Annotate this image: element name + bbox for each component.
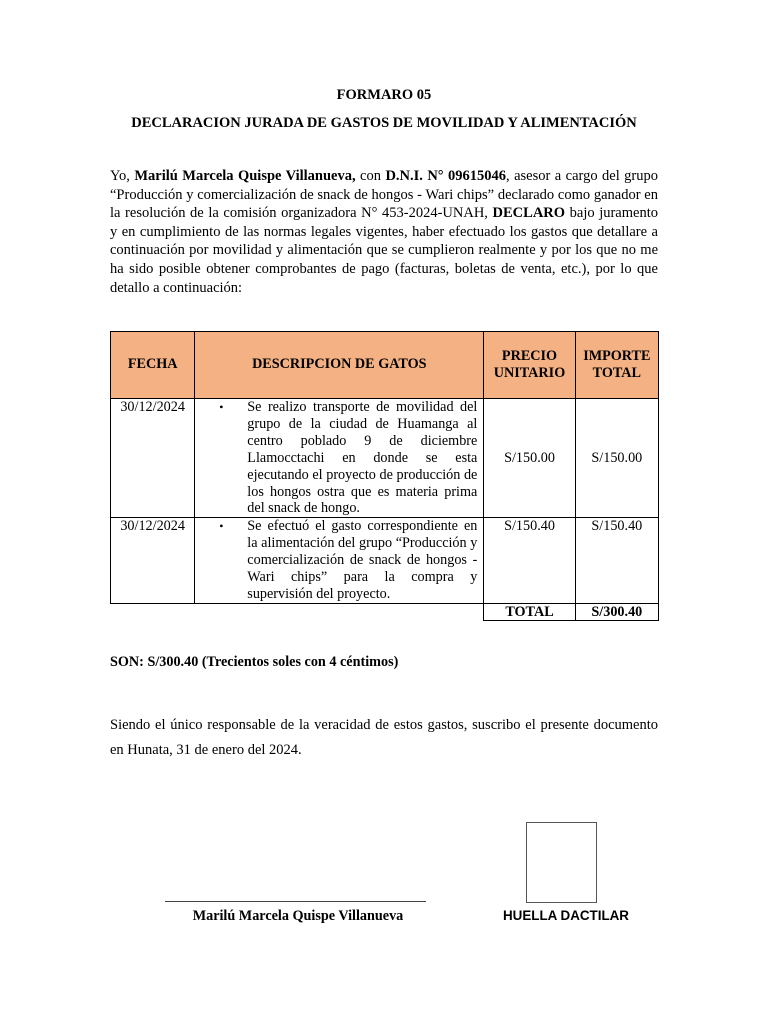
cell-importe: S/150.40 xyxy=(575,518,658,604)
cell-fecha: 30/12/2024 xyxy=(111,518,195,604)
cell-precio: S/150.00 xyxy=(484,399,575,518)
expenses-table xyxy=(110,331,659,621)
dni-number: D.N.I. N° 09615046 xyxy=(385,168,507,184)
intro-text-3: , asesor a cargo del grupo “Producción y comercialización de snack de hongos - Wari chips” declarado como ganador en la resolución de la comisión organizadora N° 453-2024-UNAH, xyxy=(110,168,659,222)
cell-descripcion xyxy=(195,399,484,518)
declaro-word: DECLARO xyxy=(492,205,566,222)
signature-line xyxy=(165,901,426,902)
form-number-title: FORMARO 05 xyxy=(336,87,432,103)
intro-text-2: con xyxy=(355,168,386,184)
empty-cell xyxy=(195,603,484,620)
declarant-name: Marilú Marcela Quispe Villanueva, xyxy=(134,168,356,184)
fingerprint-label: HUELLA DACTILAR xyxy=(503,908,629,923)
cell-fecha: 30/12/2024 xyxy=(111,399,195,518)
table-row xyxy=(111,518,659,604)
bullet-icon: • xyxy=(219,400,224,414)
table-row xyxy=(111,399,659,518)
intro-text-4: bajo juramento y en cumplimiento de las normas legales vigentes, haber efectuado los gastos que detallare a continuación por movilidad y alimentación que se cumplieron realmente y por los que no me ha sido posible obtener comprobantes de pago (facturas, boletas de venta, etc.), por lo que detallo a continuación: xyxy=(110,205,658,296)
header-precio-line1: PRECIO xyxy=(501,347,558,364)
header-precio-unitario xyxy=(484,332,575,399)
header-importe-total xyxy=(575,332,658,399)
intro-text-1: Yo, xyxy=(110,168,135,184)
cell-descripcion xyxy=(195,518,484,604)
total-row xyxy=(111,603,659,620)
total-value: S/300.40 xyxy=(575,603,658,620)
cell-precio: S/150.40 xyxy=(484,518,575,604)
bullet-icon: • xyxy=(219,519,224,534)
document-title: DECLARACION JURADA DE GASTOS DE MOVILIDAD Y ALIMENTACIÓN xyxy=(131,115,637,131)
header-precio-line2: UNITARIO xyxy=(493,365,566,381)
signer-name: Marilú Marcela Quispe Villanueva xyxy=(192,908,404,924)
description-text: Se efectuó el gasto correspondiente en la alimentación del grupo “Producción y comercialización de snack de hongos - Wari chips” para la compra y supervisión del proyecto. xyxy=(247,518,478,602)
empty-cell xyxy=(111,603,195,620)
header-importe-line2: TOTAL xyxy=(592,365,642,381)
header-fecha: FECHA xyxy=(111,332,195,399)
declaration-paragraph xyxy=(110,167,658,297)
header-descripcion: DESCRIPCION DE GATOS xyxy=(195,332,484,399)
cell-importe: S/150.00 xyxy=(575,399,658,518)
fingerprint-box xyxy=(526,822,597,903)
amount-in-words: SON: S/300.40 (Trecientos soles con 4 céntimos) xyxy=(110,654,399,670)
total-label: TOTAL xyxy=(484,603,575,620)
header-importe-line1: IMPORTE xyxy=(583,347,651,364)
description-text: Se realizo transporte de movilidad del grupo de la ciudad de Huamanga al centro poblado 9 de diciembre Llamocctachi en donde se esta ejecutando el proyecto de producción de los hongos ostra que es materia prima del snack de hongo. xyxy=(247,399,478,517)
closing-paragraph: Siendo el único responsable de la veracidad de estos gastos, suscribo el presente documento en Hunata, 31 de enero del 2024. xyxy=(110,717,658,758)
table-header-row xyxy=(111,332,659,399)
